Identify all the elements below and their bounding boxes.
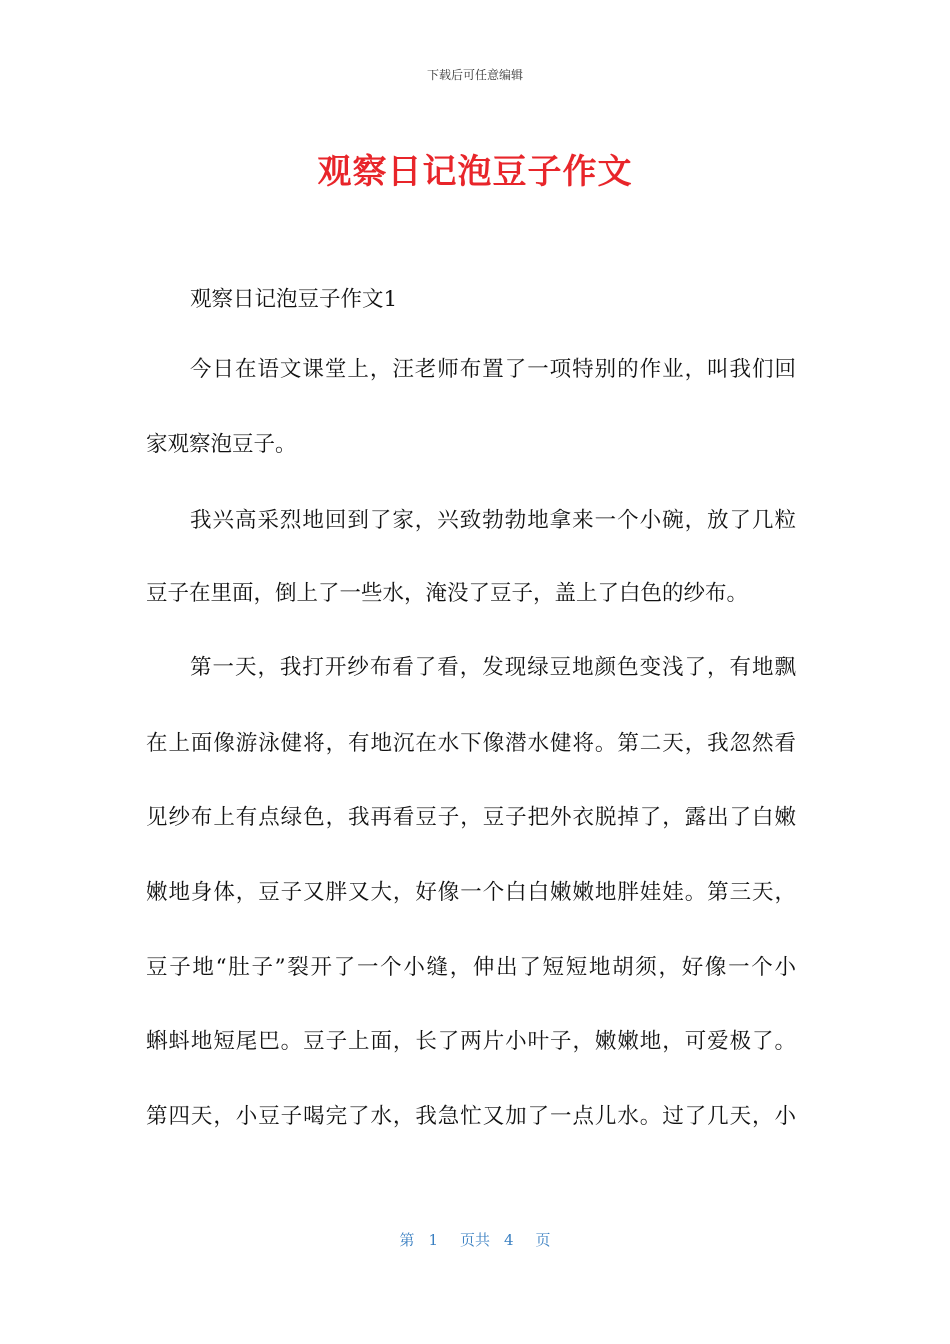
footer-total-pages: 4: [504, 1231, 514, 1249]
paragraph-3-line-1: 第一天，我打开纱布看了看，发现绿豆地颜色变浅了，有地飘: [190, 655, 796, 680]
paragraph-3-line-5: 豆子地“肚子”裂开了一个小缝，伸出了短短地胡须，好像一个小: [146, 955, 796, 980]
paragraph-1-line-1: 今日在语文课堂上，汪老师布置了一项特别的作业，叫我们回: [190, 357, 796, 382]
page-footer: [0, 1229, 950, 1250]
paragraph-1-line-2: 家观察泡豆子。: [146, 432, 297, 457]
subtitle-line: 观察日记泡豆子作文1: [190, 287, 398, 312]
footer-current-page: 1: [428, 1231, 438, 1249]
paragraph-3-line-7: 第四天，小豆子喝完了水，我急忙又加了一点儿水。过了几天，小: [146, 1104, 796, 1129]
paragraph-2-line-2: 豆子在里面，倒上了一些水，淹没了豆子，盖上了白色的纱布。: [146, 581, 749, 606]
paragraph-3-line-2: 在上面像游泳健将，有地沉在水下像潜水健将。第二天，我忽然看: [146, 731, 796, 756]
footer-prefix: 第: [399, 1231, 415, 1249]
footer-mid: 页共: [459, 1231, 490, 1249]
paragraph-3-line-6: 蝌蚪地短尾巴。豆子上面，长了两片小叶子，嫩嫩地，可爱极了。: [146, 1029, 796, 1054]
footer-suffix: 页: [535, 1231, 551, 1249]
page-title: 观察日记泡豆子作文: [317, 152, 633, 192]
header-note: 下载后可任意编辑: [426, 68, 523, 82]
paragraph-3-line-3: 见纱布上有点绿色，我再看豆子，豆子把外衣脱掉了，露出了白嫩: [146, 805, 796, 830]
paragraph-2-line-1: 我兴高采烈地回到了家，兴致勃勃地拿来一个小碗，放了几粒: [190, 508, 796, 533]
paragraph-3-line-4: 嫩地身体，豆子又胖又大，好像一个白白嫩嫩地胖娃娃。第三天，: [146, 880, 796, 905]
